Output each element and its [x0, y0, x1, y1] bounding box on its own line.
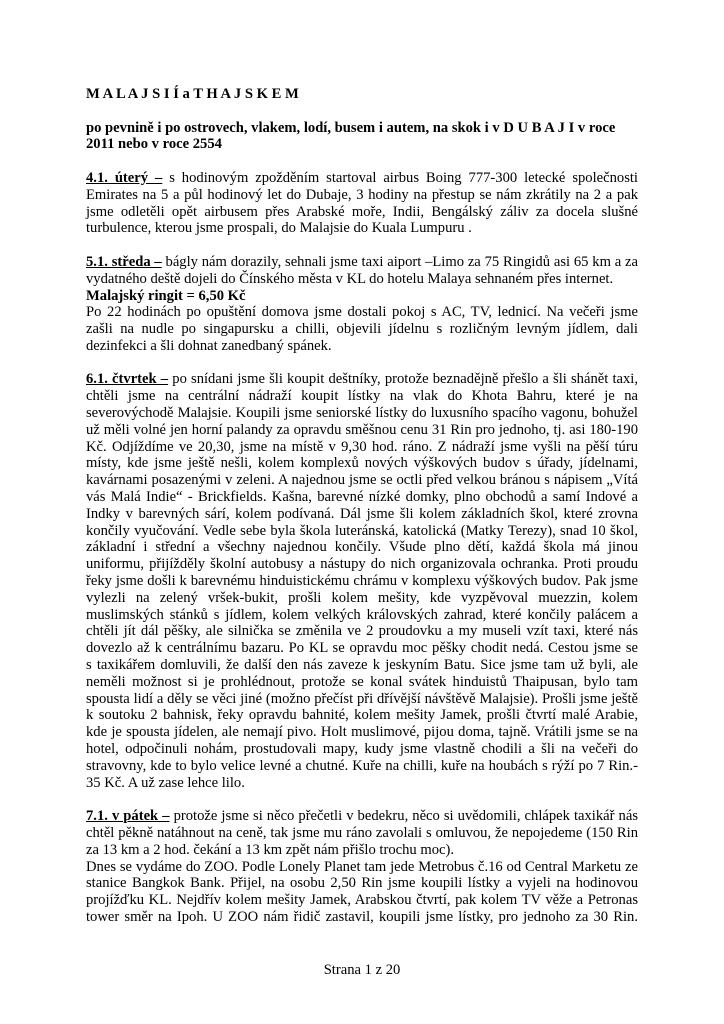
document-subtitle	[86, 120, 638, 154]
subtitle-line: 2011 nebo v roce 2554	[86, 136, 222, 153]
day-heading: 5.1. středa –	[86, 253, 162, 270]
text-line: dovezlo až k centrálnímu bazaru. Po KL se opravdu moc pěšky chodit nedá. Cestou jsme se	[86, 640, 638, 657]
page-number-footer: Strana 1 z 20	[323, 962, 401, 978]
text-line: hotel, odpočinuli nohám, prostudovali mapy, kudy jsme vlastně chodili a šli na večeři do	[86, 741, 638, 758]
text-line: kavárnami posazenými v zeleni. A najednou jsme se octli před velkou bránou s nápisem „Vítá	[86, 472, 638, 489]
text-line: Dnes se vydáme do ZOO. Podle Lonely Planet tam jede Metrobus č.16 od Central Marketu ze	[86, 858, 638, 875]
text-line: muslimských stánků s jídlem, kolem velkých královských zahrad, které končily palácem a	[86, 606, 638, 623]
text-line	[86, 371, 638, 388]
text-line: chtěli jsme na centrální nádraží koupit lístky na vlak do Khota Bahru, které je na	[86, 388, 638, 405]
text-line: dezinfekci a šli dohnat zanedbaný spánek.	[86, 337, 332, 354]
text-line: Emirates na 5 a půl hodinový let do Dubaje, 3 hodiny na přestup se nám zkrátily na 2 a pak	[86, 186, 638, 203]
paragraph	[86, 859, 638, 926]
text-line: základní i střední a všechny najednou končily. Všude plno dětí, každá škola má jinou	[86, 539, 638, 556]
text-line	[86, 808, 638, 825]
text-line: stanice Bangkok Bank. Přijel, na osobu 2,50 Rin jsme koupili lístky a vyjeli na hodinovou	[86, 875, 638, 892]
text-line: už měli volné jen horní palandy za opravdu směšnou cenu 31 Rin pro jednoho, tj. asi 180-190	[86, 421, 638, 438]
text-line: neměli možnost si je prohlédnout, protože se konal svátek hinduistů Thaipusan, bylo tam	[86, 673, 638, 690]
text-line: Po 22 hodinách po opuštění domova jsme dostali pokoj s AC, TV, lednicí. Na večeři jsme	[86, 304, 638, 321]
day-entry	[86, 170, 638, 237]
text-line: chtěli jít dál pěšky, ale silnička se změnila ve 2 proudovku a my museli vzít taxi, které nás	[86, 623, 638, 640]
day-entry	[86, 254, 638, 355]
text-line: končily vyučování. Vedle sebe byla škola luteránská, katolická (Matky Terezy), snad 10 škol,	[86, 522, 638, 539]
text-line: Indky v barevných sárí, kolem podívaná. Dál jsme šli kolem základních škol, které zrovna	[86, 505, 638, 522]
day-entry	[86, 808, 638, 926]
text-line: 35 Kč. A už zase lehce lilo.	[86, 774, 245, 791]
subtitle-line: po pevnině i po ostrovech, vlakem, lodí, busem i autem, na skok i v D U B A J I v roce	[86, 119, 616, 136]
day-heading: 4.1. úterý –	[86, 169, 163, 186]
text-line: turbulence, kterou jsme prospali, do Malajsie do Kuala Lumpuru .	[86, 220, 472, 237]
text-line: vydatného deště dojeli do Čínského města v KL do hotelu Malaya sehnaném přes internet.	[86, 270, 614, 287]
document-title: M A L A J S I Í a T H A J S K E M	[86, 86, 299, 102]
text-line: řeky jsme došli k barevnému hinduistickému chrámu v komplexu výškových budov. Pak jsme	[86, 573, 638, 590]
text-line: jsme odletěli opět airbusem přes Arabské moře, Indii, Bengálský záliv za docela slušné	[86, 203, 638, 220]
text-line: za 13 km a 2 hod. čekání a 13 km zpět nám přišlo trochu moc).	[86, 841, 454, 858]
document-body	[86, 86, 638, 926]
line-text: po snídani jsme šli koupit deštníky, protože beznadějně přešlo a šli shánět taxi,	[172, 371, 638, 388]
text-line	[86, 254, 638, 271]
paragraph	[86, 254, 638, 288]
day-entries	[86, 170, 638, 926]
text-line: tower směr na Ipoh. U ZOO nám řidič zastavil, koupili jsme lístky, pro jednoho za 30 Rin.	[86, 908, 638, 925]
day-heading: 6.1. čtvrtek –	[86, 371, 169, 388]
text-line: Kč. Odjíždíme ve 20,30, jsme na místě v 9,30 hod. ráno. Z nádraží jsme vyšli na pěší túru	[86, 438, 638, 455]
text-line: projížďku KL. Nejdřív kolem mešity Jamek, Arabskou čtvrtí, pak kolem TV věže a Petronas	[86, 892, 638, 909]
text-line: zašli na nudle po singapursku a chilli, objevili jídelnu s rozličným levným jídlem, dali	[86, 321, 638, 338]
text-line: místy, kde jsme ještě nešli, kolem komplexů nových výškových budov s úřady, jídelnami,	[86, 455, 638, 472]
text-line: vylezli na zelený vršek-bukit, prošli kolem mešity, kde vyzpěvoval muezzin, kolem	[86, 589, 638, 606]
text-line: k soutoku 2 bahnisk, řeky opravdu bahnité, kolem mešity Jamek, prošli čtvrtí malé Arabie,	[86, 707, 638, 724]
line-text: protože jsme si něco přečetli v bedekru, něco si uvědomili, chlápek taxikář nás	[173, 808, 638, 825]
text-line: chtěl pěkně natáhnout na ceně, tak jsme mu ráno zavolali s omluvou, že nepojedeme (150 Rin	[86, 824, 638, 841]
text-line	[86, 170, 638, 187]
paragraph	[86, 371, 638, 791]
text-line: uniformu, přijížděly školní autobusy a nástupy do nich organizovala ochranka. Proti proudu	[86, 556, 638, 573]
paragraph	[86, 808, 638, 858]
text-line: kde je spousta jídelen, ale nemají pivo. Holt muslimové, pijou doma, tajně. Vrátili jsme se na	[86, 724, 638, 741]
day-entry	[86, 371, 638, 791]
text-line: vás Malá Indie“ - Brickfields. Kašna, barevné nízké domky, plno obchodů a samí Indové a	[86, 489, 638, 506]
paragraph	[86, 170, 638, 237]
text-line: s taxikářem domluvili, že další den nás zaveze k jeskyním Batu. Sice jsme tam už byli, ale	[86, 657, 638, 674]
line-text: s hodinovým zpožděním startoval airbus Boing 777-300 letecké společnosti	[169, 169, 638, 186]
text-line: severovýchodě Malajsie. Koupili jsme seniorské lístky do luxusního spacího vagonu, bohužel	[86, 405, 638, 422]
text-line: stravovny, kde to bylo velice levné a chutné. Kuře na chilli, kuře na houbách s rýží po 7 Rin.-	[86, 757, 638, 774]
note-paragraph	[86, 288, 638, 305]
paragraph	[86, 304, 638, 354]
text-line: Malajský ringit = 6,50 Kč	[86, 287, 246, 304]
text-line: spousta lidí a děly se věci jiné (možno přečíst při dřívější návštěvě Malajsie). Prošli jsme ještě	[86, 690, 638, 707]
day-heading: 7.1. v pátek –	[86, 808, 170, 825]
line-text: bágly nám dorazily, sehnali jsme taxi aiport –Limo za 75 Ringidů asi 65 km a za	[165, 253, 638, 270]
